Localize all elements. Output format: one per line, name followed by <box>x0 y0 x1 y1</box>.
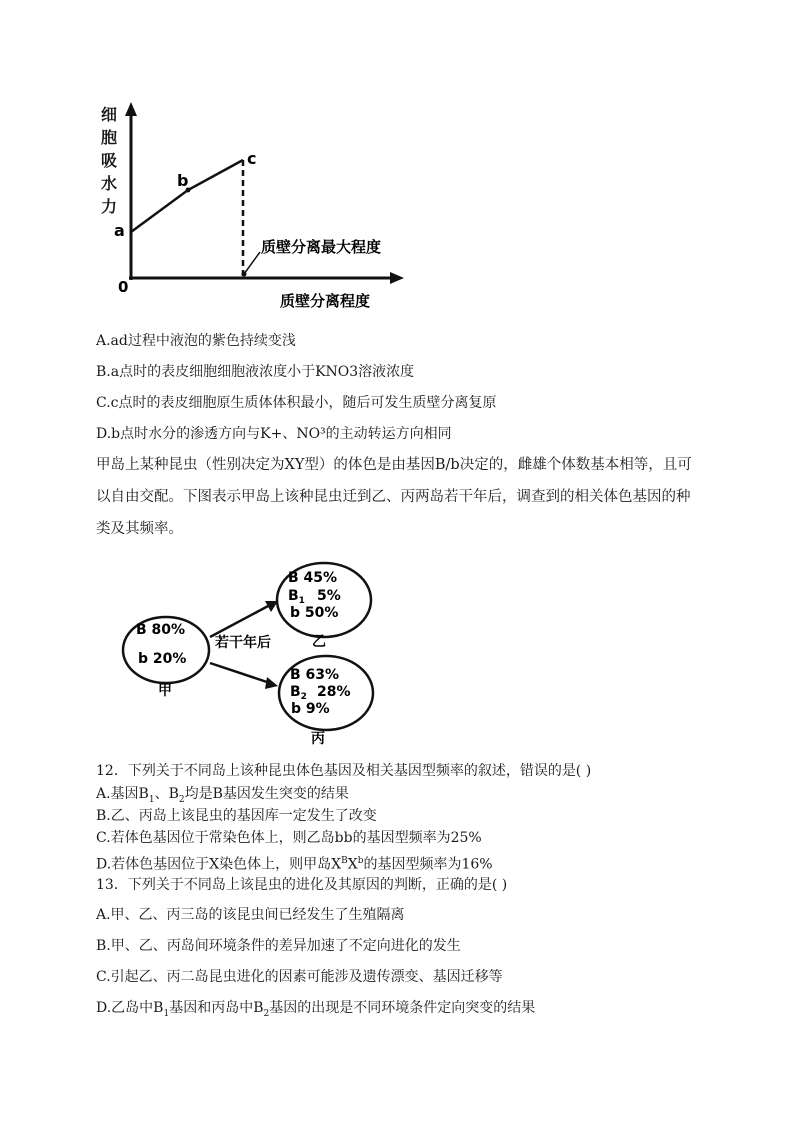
y-axis-label-char: 吸 <box>100 151 117 170</box>
point-a-label: a <box>114 221 125 240</box>
graph1-plot <box>110 100 410 315</box>
q11-option-a: A.ad过程中液泡的紫色持续变浅 <box>96 333 296 349</box>
bing-B: B 63% <box>290 667 340 683</box>
yi-B1: 5% <box>317 588 341 604</box>
yi-name: 乙 <box>312 634 326 650</box>
bing-name: 丙 <box>311 731 325 747</box>
q13-option-a: A.甲、乙、丙三岛的该昆虫间已经发生了生殖隔离 <box>96 907 405 923</box>
y-axis-arrow <box>125 102 137 116</box>
x-axis-label: 质壁分离程度 <box>280 292 371 310</box>
island-diagram <box>110 555 390 755</box>
annotation-label: 质壁分离最大程度 <box>261 238 382 256</box>
annotation-leader <box>244 252 260 274</box>
bing-B2-symbol: $B_2$ <box>290 684 307 702</box>
q13-stem: 13．下列关于不同岛上该昆虫的进化及其原因的判断，正确的是( ) <box>96 877 508 893</box>
q13-option-d: D.乙岛中$B_1$基因和丙岛中$B_2$基因的出现是不同环境条件定向突变的结果 <box>96 1000 536 1019</box>
y-axis-label-char: 水 <box>100 174 117 193</box>
intro-paragraph: 甲岛上某种昆虫（性别决定为XY型）的体色是由基因B/b决定的，雌雄个体数基本相等，且可以自由交配。下图表示甲岛上该种昆虫迁到乙、丙两岛若干年后，调查到的相关体色基因的种类及其频率。 <box>96 457 692 537</box>
q13-option-b: B.甲、乙、丙岛间环境条件的差异加速了不定向进化的发生 <box>96 938 461 954</box>
jia-b: b 20% <box>138 651 187 667</box>
yi-B1-symbol: $B_1$ <box>288 588 305 606</box>
jia-B: B 80% <box>136 622 186 638</box>
arrow-label: 若干年后 <box>215 635 271 651</box>
x-axis-arrow <box>390 272 404 284</box>
q11-option-c: C.c点时的表皮细胞原生质体体积最小，随后可发生质壁分离复原 <box>96 395 497 411</box>
yi-b: b 50% <box>290 605 339 621</box>
q12-option-d: D.若体色基因位于X染色体上，则甲岛$X^BX^b$的基因型频率为16% <box>96 856 493 873</box>
q11-option-d: D.b点时水分的渗透方向与K+、NO³的主动转运方向相同 <box>96 426 452 442</box>
arrow-to-yi <box>210 605 270 637</box>
y-axis-label-char: 力 <box>100 197 117 216</box>
q12-option-a: A.基因$B_1$、$B_2$均是B基因发生突变的结果 <box>96 786 349 805</box>
jia-name: 甲 <box>158 683 172 699</box>
yi-B: B 45% <box>288 570 338 586</box>
y-axis-label-char: 细 <box>100 105 117 124</box>
q12-option-c: C.若体色基因位于常染色体上，则乙岛bb的基因型频率为25% <box>96 830 482 846</box>
y-axis-label-char: 胞 <box>100 128 117 147</box>
q12-stem: 12．下列关于不同岛上该种昆虫体色基因及相关基因型频率的叙述，错误的是( ) <box>96 763 592 779</box>
point-c-label: c <box>247 149 257 168</box>
point-b-label: b <box>177 171 189 190</box>
arrow-to-bing <box>210 663 270 683</box>
bing-b: b 9% <box>291 701 330 717</box>
q12-option-b: B.乙、丙岛上该昆虫的基因库一定发生了改变 <box>96 808 377 824</box>
arrow-head-bing <box>265 677 278 689</box>
origin-label: 0 <box>118 278 129 296</box>
q13-option-c: C.引起乙、丙二岛昆虫进化的因素可能涉及遗传漂变、基因迁移等 <box>96 969 503 985</box>
bing-B2: 28% <box>317 684 351 700</box>
q11-option-b: B.a点时的表皮细胞细胞液浓度小于KNO3溶液浓度 <box>96 364 415 380</box>
